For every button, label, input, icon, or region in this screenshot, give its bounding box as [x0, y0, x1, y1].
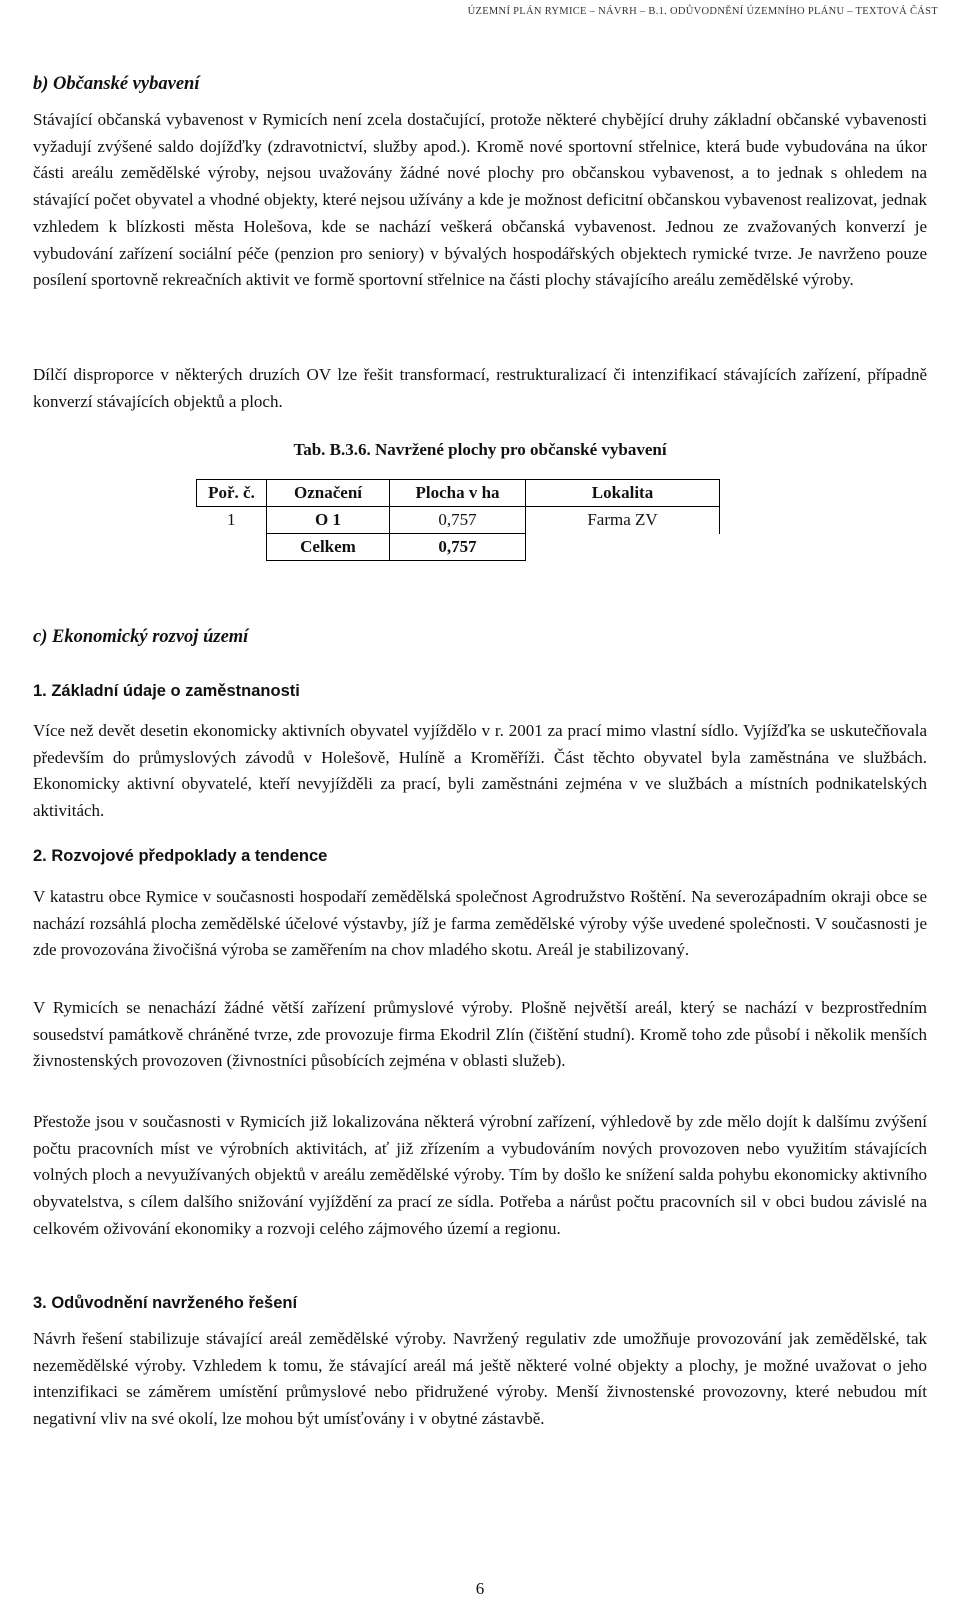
- subsection-1-paragraph-1: Více než devět desetin ekonomicky aktivních obyvatel vyjíždělo v r. 2001 za prací mimo vlastní sídlo. Vyjížďka se uskutečňovala především do průmyslových závodů v Holešově, Hulíně a Kroměříži. Část těchto obyvatel byla zaměstnána ve službách. Ekonomicky aktivní obyvatelé, kteří nevyjížděli za prací, byli zaměstnáni zejména v ve službách a místních podnikatelských aktivitách.: [33, 721, 927, 821]
- section-c-title: c) Ekonomický rozvoj území: [33, 627, 249, 647]
- table-total-row: [197, 534, 720, 561]
- table-header-row: [197, 480, 720, 507]
- subsection-3-paragraph-1: Návrh řešení stabilizuje stávající areál zemědělské výroby. Navržený regulativ zde umožňuje provozování jak zemědělské, tak nezemědělské výroby. Vzhledem k tomu, že stávající areál má ještě některé volné objekty a plochy, je možné uvažovat o jeho intenzifikaci se záměrem umístění průmyslové nebo přidružené výroby. Menší živnostenské provozovny, které nebudou mít negativní vliv na své okolí, lze mohou být umísťovány i v obytné zástavbě.: [33, 1329, 927, 1429]
- table-cell-locality: Farma ZV: [526, 507, 720, 534]
- table-caption: Tab. B.3.6. Navržené plochy pro občanské vybavení: [293, 440, 667, 459]
- page-number: 6: [475, 1579, 485, 1598]
- running-header: ÚZEMNÍ PLÁN RYMICE – NÁVRH – B.1. ODŮVODNĚNÍ ÚZEMNÍHO PLÁNU – TEXTOVÁ ČÁST: [467, 6, 938, 17]
- table-header-cell: Plocha v ha: [390, 480, 526, 507]
- section-b-title: b) Občanské vybavení: [33, 74, 200, 94]
- subsection-2-paragraph-3: Přestože jsou v současnosti v Rymicích již lokalizována některá výrobní zařízení, výhledově by zde mělo dojít k dalšímu zvýšení počtu pracovních míst ve výrobních aktivitách, ať již zřízením a vybudováním nových provozoven nebo využitím stávajících volných ploch a nevyužívaných objektů v areálu zemědělské výroby. Tím by došlo ke snížení salda pohybu ekonomicky aktivního obyvatelstva, s cílem dalšího snižování vyjíždění za prací ze sídla. Potřeba a nárůst počtu pracovních sil v obci budou závislé na celkovém oživování ekonomiky a rozvoji celého zájmového území a regionu.: [33, 1112, 927, 1238]
- subsection-2-paragraph-1: V katastru obce Rymice v současnosti hospodaří zemědělská společnost Agrodružstvo Roštění. Na severozápadním okraji obce se nachází rozsáhlá plocha zemědělské účelové výstavby, jíž je farma zemědělské výroby výše uvedené společnosti. V současnosti je zde provozována živočišná výroba se zaměřením na chov mladého skotu. Areál je stabilizovaný.: [33, 887, 927, 960]
- table-header-cell: Lokalita: [526, 480, 720, 507]
- civic-facilities-table: [196, 479, 720, 561]
- subsection-1-title: 1. Základní údaje o zaměstnanosti: [33, 682, 300, 700]
- table-cell-label: O 1: [267, 507, 390, 534]
- table-header-cell: Poř. č.: [197, 480, 267, 507]
- table-header-cell: Označení: [267, 480, 390, 507]
- table-row: [197, 507, 720, 534]
- table-total-label: Celkem: [267, 534, 390, 561]
- table-cell-order: 1: [197, 507, 267, 534]
- table-total-value: 0,757: [390, 534, 526, 561]
- subsection-2-paragraph-2: V Rymicích se nenachází žádné větší zařízení průmyslové výroby. Plošně největší areál, který se nachází v bezprostředním sousedství památkově chráněné tvrze, zde provozuje firma Ekodril Zlín (čištění studní). Kromě toho zde působí i několik menších živnostenských provozoven (živnostníci působících zejména v oblasti služeb).: [33, 998, 927, 1071]
- table-cell-area: 0,757: [390, 507, 526, 534]
- subsection-3-title: 3. Odůvodnění navrženého řešení: [33, 1294, 298, 1312]
- subsection-2-title: 2. Rozvojové předpoklady a tendence: [33, 847, 328, 865]
- section-b-paragraph-2: Dílčí disproporce v některých druzích OV lze řešit transformací, restrukturalizací či intenzifikací stávajících zařízení, případně konverzí stávajících objektů a ploch.: [33, 365, 927, 411]
- section-b-paragraph-1: Stávající občanská vybavenost v Rymicích není zcela dostačující, protože některé chybějící druhy základní občanské vybavenosti vyžadují zvýšené saldo dojížďky (zdravotnictví, služby apod.). Kromě nové sportovní střelnice, která bude vybudována na úkor části areálu zemědělské výroby, nejsou uvažovány žádné nové plochy pro občanskou vybavenost, a to jednak s ohledem na stávající počet obyvatel a vhodné objekty, které nejsou užívány a kde je možnost deficitní občanskou vybavenost realizovat, jednak vzhledem k blízkosti města Holešova, kde se nachází veškerá občanská vybavenost. Jednou ze zvažovaných konverzí je vybudování zařízení sociální péče (penzion pro seniory) v bývalých hospodářských objektech rymické tvrze. Je navrženo pouze posílení sportovně rekreačních aktivit ve formě sportovní střelnice na části plochy stávajícího areálu zemědělské výroby.: [33, 110, 927, 290]
